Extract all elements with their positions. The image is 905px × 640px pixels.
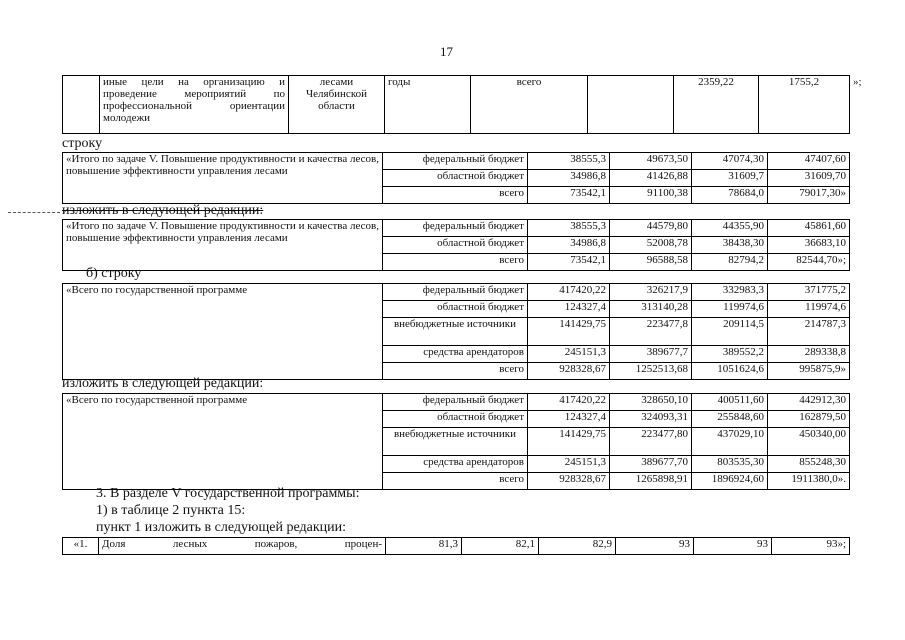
value-cell: 1252513,68 <box>610 363 692 380</box>
value-cell: 34986,8 <box>528 170 610 187</box>
value-cell: 1051624,6 <box>692 363 768 380</box>
source-label: внебюджетные источники <box>383 318 528 346</box>
value-cell: 47074,30 <box>692 153 768 170</box>
value-cell: 214787,3 <box>768 318 850 346</box>
value-cell: 47407,60 <box>768 153 850 170</box>
paragraph-izlozhit-1: изложить в следующей редакции: <box>62 203 264 218</box>
value-cell: 38555,3 <box>528 153 610 170</box>
value-cell: 1265898,91 <box>610 473 692 490</box>
value-cell: 124327,4 <box>528 411 610 428</box>
purpose-cell: иные цели на организацию и проведение мероприятий по профессиональной ориентации молодежи <box>100 76 289 134</box>
value-cell: 36683,10 <box>768 237 850 254</box>
value-cell: 78684,0 <box>692 187 768 204</box>
row-label: «Итого по задаче V. Повышение продуктивности и качества лесов, повышение эффективности управления лесами <box>63 153 383 204</box>
row-label: «Всего по государственной программе <box>63 394 383 490</box>
value-cell: 324093,31 <box>610 411 692 428</box>
row-label: «Всего по государственной программе <box>63 284 383 380</box>
source-label: федеральный бюджет <box>383 220 528 237</box>
value-cell: 1896924,60 <box>692 473 768 490</box>
value-cell: 82544,70»; <box>768 254 850 271</box>
value-cell: 124327,4 <box>528 301 610 318</box>
paragraph-b-stroku: б) строку <box>86 266 142 281</box>
value-cell: 81,3 <box>386 538 462 555</box>
value-cell: 34986,8 <box>528 237 610 254</box>
source-label: федеральный бюджет <box>383 394 528 411</box>
value-cell: 223477,80 <box>610 428 692 456</box>
value-cell: 389677,70 <box>610 456 692 473</box>
value-cell: 289338,8 <box>768 346 850 363</box>
paragraph-table-2: 1) в таблице 2 пункта 15: <box>96 503 246 518</box>
source-label: всего <box>383 254 528 271</box>
value-cell: 44355,90 <box>692 220 768 237</box>
value-cell: 313140,28 <box>610 301 692 318</box>
period-cell: годы <box>385 76 471 134</box>
source-label: внебюджетные источники <box>383 428 528 456</box>
indicator-name: Доля лесных пожаров, процен- <box>99 538 386 555</box>
source-label: федеральный бюджет <box>383 284 528 301</box>
value-cell: 803535,30 <box>692 456 768 473</box>
value-cell: 2359,22 <box>674 76 759 134</box>
source-label: федеральный бюджет <box>383 153 528 170</box>
source-label: областной бюджет <box>383 170 528 187</box>
value-cell: 93»; <box>772 538 850 555</box>
value-cell: 45861,60 <box>768 220 850 237</box>
value-cell: 38438,30 <box>692 237 768 254</box>
value-cell: 332983,3 <box>692 284 768 301</box>
source-cell: всего <box>471 76 588 134</box>
program-total-old-table <box>62 283 850 380</box>
page-number: 17 <box>440 44 453 59</box>
value-cell: 91100,38 <box>610 187 692 204</box>
margin-mark <box>8 212 60 213</box>
value-cell: 995875,9» <box>768 363 850 380</box>
source-label: областной бюджет <box>383 237 528 254</box>
total-task-v-new-table <box>62 219 850 271</box>
value-cell: 96588,58 <box>610 254 692 271</box>
value-cell: 73542,1 <box>528 254 610 271</box>
value-cell: 255848,60 <box>692 411 768 428</box>
value-cell: 437029,10 <box>692 428 768 456</box>
total-task-v-old-table <box>62 152 850 204</box>
value-cell: 38555,3 <box>528 220 610 237</box>
value-cell: 371775,2 <box>768 284 850 301</box>
value-cell: 82,1 <box>462 538 539 555</box>
value-cell: 119974,6 <box>692 301 768 318</box>
value-cell: 31609,70 <box>768 170 850 187</box>
value-cell: 93 <box>694 538 772 555</box>
value-cell: 928328,67 <box>528 363 610 380</box>
value-cell: 82794,2 <box>692 254 768 271</box>
value-cell: 93 <box>616 538 694 555</box>
value-cell: 326217,9 <box>610 284 692 301</box>
value-cell: 209114,5 <box>692 318 768 346</box>
continuation-table: иные цели на организацию и проведение мероприятий по профессиональной ориентации молодежи лесами Челябинской области годы всего 2359,22 1755,2 »; <box>62 75 850 134</box>
value-cell: 141429,75 <box>528 428 610 456</box>
value-cell: 79017,30» <box>768 187 850 204</box>
value-cell: 245151,3 <box>528 346 610 363</box>
source-label: всего <box>383 187 528 204</box>
value-cell: 119974,6 <box>768 301 850 318</box>
value-cell: 52008,78 <box>610 237 692 254</box>
paragraph-stroku: строку <box>62 136 103 151</box>
value-cell: 73542,1 <box>528 187 610 204</box>
program-total-new-table <box>62 393 850 490</box>
paragraph-punkt-1: пункт 1 изложить в следующей редакции: <box>96 520 346 535</box>
value-cell: 450340,00 <box>768 428 850 456</box>
value-cell: 928328,67 <box>528 473 610 490</box>
paragraph-section-v: 3. В разделе V государственной программы: <box>96 486 360 501</box>
value-cell: 162879,50 <box>768 411 850 428</box>
value-cell: 1911380,0». <box>768 473 850 490</box>
value-cell: 328650,10 <box>610 394 692 411</box>
value-cell: 389677,7 <box>610 346 692 363</box>
value-cell: 400511,60 <box>692 394 768 411</box>
value-cell: 417420,22 <box>528 284 610 301</box>
value-cell: 1755,2 <box>759 76 850 134</box>
source-label: областной бюджет <box>383 301 528 318</box>
value-cell: 41426,88 <box>610 170 692 187</box>
value-cell: 49673,50 <box>610 153 692 170</box>
source-label: средства арендаторов <box>383 346 528 363</box>
value-cell: 389552,2 <box>692 346 768 363</box>
item-number: «1. <box>63 538 99 555</box>
value-cell <box>588 76 674 134</box>
value-cell: 82,9 <box>539 538 616 555</box>
source-label: всего <box>383 363 528 380</box>
paragraph-izlozhit-2: изложить в следующей редакции: <box>62 376 264 391</box>
value-cell: 141429,75 <box>528 318 610 346</box>
source-label: областной бюджет <box>383 411 528 428</box>
value-cell: 223477,8 <box>610 318 692 346</box>
row-label: «Итого по задаче V. Повышение продуктивности и качества лесов, повышение эффективности управления лесами <box>63 220 383 271</box>
value-cell: 855248,30 <box>768 456 850 473</box>
org-cell: лесами Челябинской области <box>289 76 385 134</box>
value-cell: 417420,22 <box>528 394 610 411</box>
value-cell: 44579,80 <box>610 220 692 237</box>
source-label: средства арендаторов <box>383 456 528 473</box>
value-cell: 442912,30 <box>768 394 850 411</box>
source-label: всего <box>383 473 528 490</box>
value-cell: 31609,7 <box>692 170 768 187</box>
indicator-table <box>62 537 850 555</box>
value-cell: 245151,3 <box>528 456 610 473</box>
blank-cell <box>63 76 100 134</box>
